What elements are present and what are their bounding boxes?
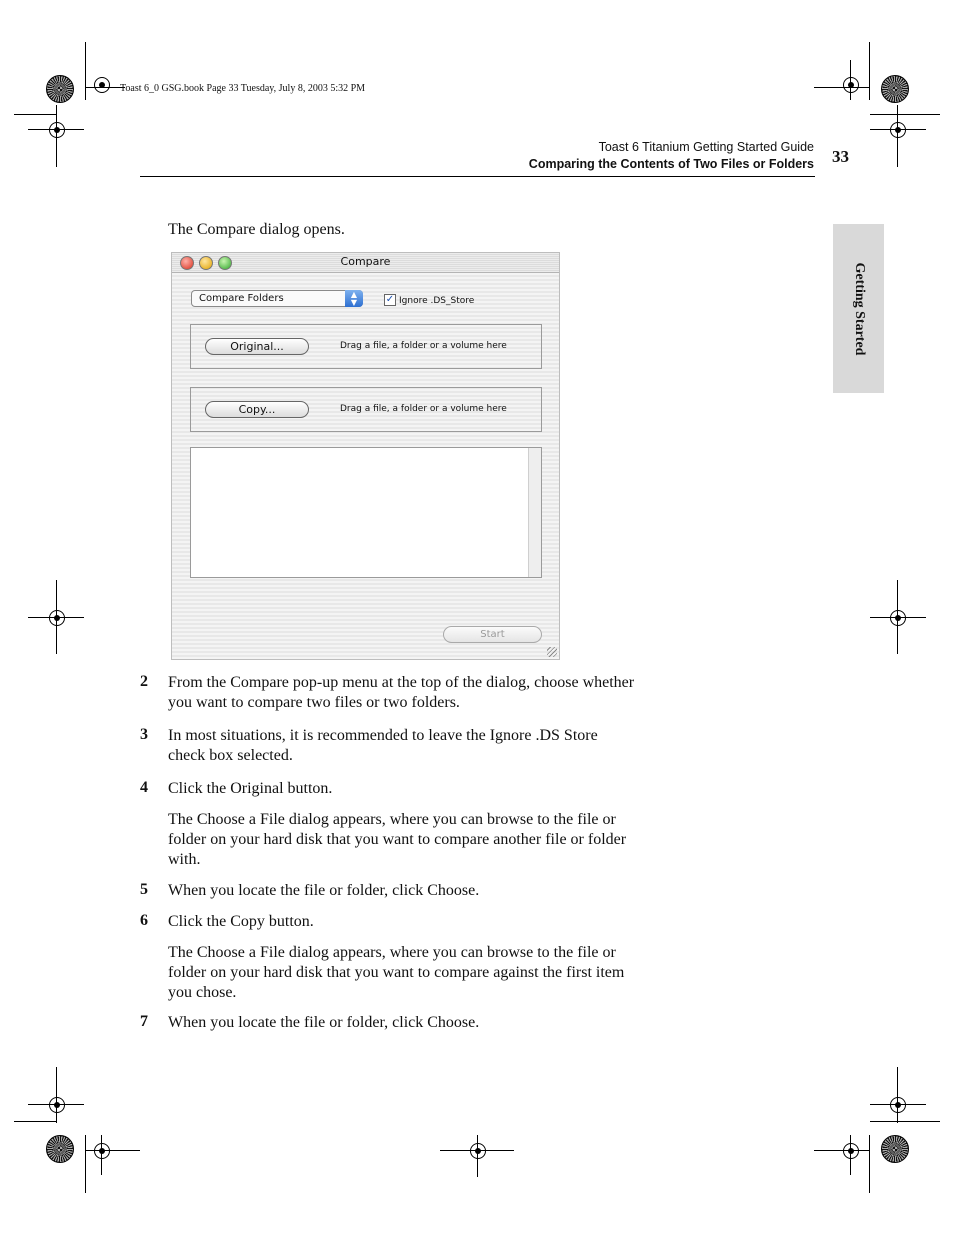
header-rule [140,176,815,177]
registration-target-icon [843,77,859,93]
registration-target-icon [890,122,906,138]
crop-line [85,1135,86,1193]
step-text: When you locate the file or folder, click Choose. [168,1014,480,1031]
color-wheel-icon [881,1135,909,1163]
compare-type-popup-value: Compare Folders [199,293,284,304]
crop-line [814,87,869,88]
dialog-titlebar [172,253,559,273]
ignore-ds-store-label: Ignore .DS_Store [399,296,475,306]
crop-line [14,1121,56,1122]
crop-line [814,1150,869,1151]
step-text: When you locate the file or folder, click Choose. [168,882,480,899]
crop-line [897,1067,898,1123]
step-text: From the Compare pop-up menu at the top of the dialog, choose whether you want to compare two files or two folders. [168,674,635,711]
copy-drop-box[interactable] [190,387,542,432]
step-number: 4 [140,779,148,796]
step-text: In most situations, it is recommended to leave the Ignore .DS Store check box selected. [168,727,598,764]
crop-line [870,129,926,130]
results-list[interactable] [190,447,542,578]
crop-line [869,42,870,100]
color-wheel-icon [46,1135,74,1163]
step-number: 7 [140,1013,148,1030]
original-drop-hint: Drag a file, a folder or a volume here [340,341,507,351]
step-text: Click the Copy button. [168,913,314,930]
resize-grip-icon[interactable] [547,647,557,657]
step-number: 3 [140,726,148,743]
original-drop-box[interactable] [190,324,542,369]
slug-line: Toast 6_0 GSG.book Page 33 Tuesday, July 8, 2003 5:32 PM [120,83,366,94]
color-wheel-icon [881,75,909,103]
copy-drop-hint: Drag a file, a folder or a volume here [340,404,507,414]
running-header-guide-title: Toast 6 Titanium Getting Started Guide [598,140,814,154]
step-number: 6 [140,912,148,929]
copy-button[interactable]: Copy... [205,401,309,418]
registration-target-icon [49,610,65,626]
start-button[interactable]: Start [443,626,542,643]
registration-target-icon [890,1097,906,1113]
ignore-ds-store-checkbox[interactable]: ✓ [385,294,395,305]
crop-line [101,1135,102,1175]
compare-type-popup[interactable] [191,290,363,307]
crop-line [850,1135,851,1175]
chapter-side-tab [833,224,884,393]
crop-line [85,42,86,100]
registration-target-icon [843,1143,859,1159]
compare-dialog [171,252,560,660]
crop-line [28,129,84,130]
step-number: 2 [140,673,148,690]
registration-target-icon [49,1097,65,1113]
original-button[interactable]: Original... [205,338,309,355]
crop-line [850,60,851,100]
chapter-side-tab-label: Getting Started [851,262,867,355]
registration-target-icon [890,610,906,626]
page-number: 33 [832,147,849,166]
registration-target-icon [470,1143,486,1159]
intro-text: The Compare dialog opens. [168,221,345,238]
registration-target-icon [94,1143,110,1159]
crop-line [869,1135,870,1193]
results-scrollbar[interactable] [528,448,541,577]
registration-target-icon [49,122,65,138]
step-note: The Choose a File dialog appears, where you can browse to the file or folder on your hard disk that you want to compare against the first item you chose. [168,944,625,1001]
crop-line [14,114,56,115]
step-text: Click the Original button. [168,780,333,797]
dialog-title: Compare [340,255,391,268]
registration-target-icon [94,77,110,93]
crop-line [870,114,940,115]
color-wheel-icon [46,75,74,103]
running-header-section-title: Comparing the Contents of Two Files or Folders [528,157,814,171]
crop-line [56,1067,57,1123]
step-number: 5 [140,881,148,898]
crop-line [870,1121,940,1122]
step-note: The Choose a File dialog appears, where you can browse to the file or folder on your hard disk that you want to compare another file or folder with. [168,811,627,868]
popup-arrows-icon: ▲ ▼ [345,290,363,307]
